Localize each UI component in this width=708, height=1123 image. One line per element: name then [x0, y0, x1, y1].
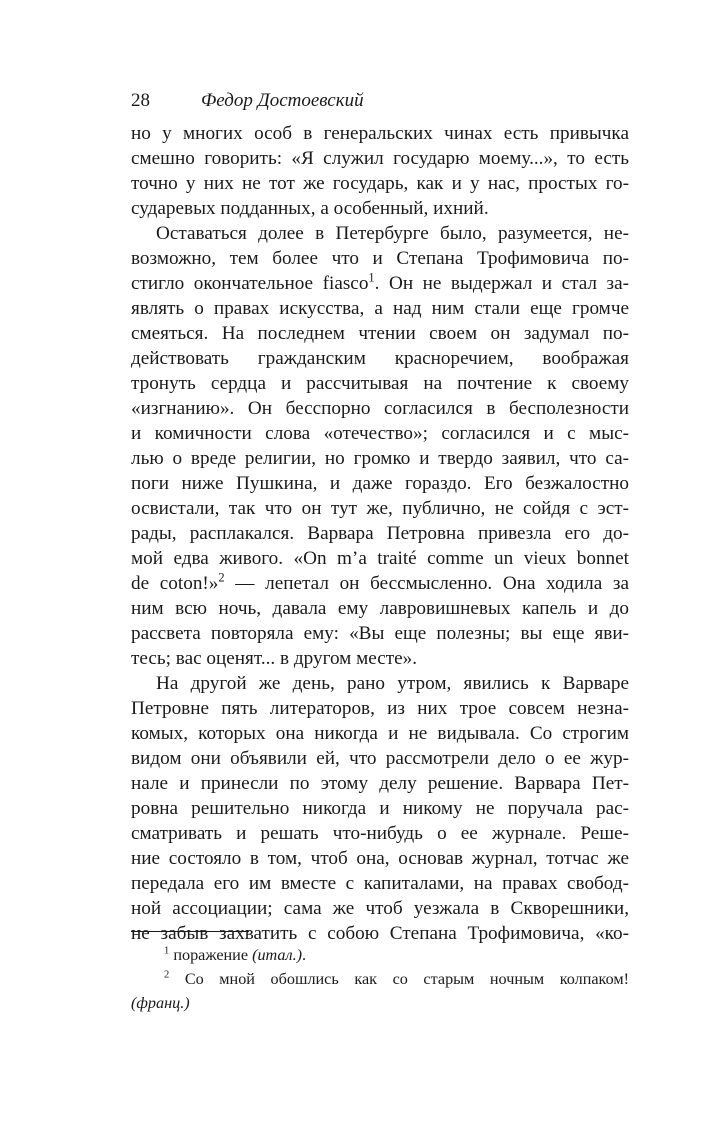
text-line — [131, 446, 629, 471]
text-line-content: лью о вреде религии, но громко и твердо заявил, что са- — [131, 448, 629, 469]
text-line — [131, 271, 629, 296]
text-line — [131, 846, 629, 871]
text-line-content: Оставаться долее в Петербурге было, разумеется, не- — [156, 223, 629, 244]
text-line-content: ной ассоциации; сама же чтоб уезжала в Скворешники, — [131, 898, 629, 919]
text-line — [131, 496, 629, 521]
text-line — [131, 396, 629, 421]
running-header — [131, 87, 651, 115]
footnote-1-after: . — [302, 946, 307, 964]
text-line — [131, 346, 629, 371]
text-line-content: освистали, так что он тут же, публично, не сойдя с эст- — [131, 498, 629, 519]
text-line — [131, 596, 629, 621]
text-line — [131, 196, 629, 221]
footnote-1-lang: (итал.) — [252, 946, 303, 964]
text-line-content: смешно говорить: «Я служил государю моему...», то есть — [131, 148, 629, 169]
text-line-content: тесь; вас оценят... в другом месте». — [131, 648, 418, 669]
text-line-content: сударевых подданных, а особенный, ихний. — [131, 198, 489, 219]
text-line-content: ним всю ночь, давала ему лавровишневых капель и до — [131, 598, 629, 619]
text-line — [131, 621, 629, 646]
text-line — [131, 471, 629, 496]
text-line — [131, 246, 629, 271]
footnote-divider — [131, 931, 249, 932]
text-line — [131, 371, 629, 396]
text-line — [131, 771, 629, 796]
text-line-content: поги ниже Пушкина, и даже гораздо. Его безжалостно — [131, 473, 629, 494]
text-line — [131, 421, 629, 446]
footnote-2-text: Со мной обошлись как со старым ночным колпаком! — [184, 970, 629, 988]
text-line-content: стигло окончательное fiasco — [131, 273, 369, 294]
text-line — [131, 146, 629, 171]
text-line-content: точно у них не тот же государь, как и у нас, простых го- — [131, 173, 629, 194]
text-line-content: являть о правах искусства, а над ним стали еще громче — [131, 298, 629, 319]
text-line — [131, 546, 629, 571]
running-title: Федор Достоевский — [201, 90, 364, 111]
text-line-content: «изгнанию». Он бесспорно согласился в бесполезности — [131, 398, 629, 419]
text-line-content: сматривать и решать что-нибудь о ее журнале. Реше- — [131, 823, 629, 844]
footnote-2 — [131, 967, 629, 991]
footnote-2-lang: (франц.) — [131, 994, 190, 1012]
text-line-content: Петровне пять литераторов, из них трое совсем незна- — [131, 698, 629, 719]
text-line — [131, 796, 629, 821]
text-line — [131, 696, 629, 721]
text-line-content: видом они объявили ей, что рассмотрели дело о ее жур- — [131, 748, 629, 769]
text-line — [131, 321, 629, 346]
text-line — [131, 296, 629, 321]
page-number: 28 — [131, 90, 150, 111]
text-line-content: ние состояло в том, чтоб она, основав журнал, тотчас же — [131, 848, 629, 869]
text-line — [131, 896, 629, 921]
footnotes — [131, 943, 629, 1015]
footnote-1-mark: 1 — [164, 945, 170, 957]
footnote-ref: 2 — [218, 570, 225, 585]
text-line-content: и комичности слова «отечество»; согласился и с мыс- — [131, 423, 629, 444]
footnote-ref: 1 — [368, 270, 375, 285]
main-text — [131, 121, 629, 946]
text-line — [131, 746, 629, 771]
footnote-1-text: поражение — [173, 946, 253, 964]
text-line-content: не забыв захватить с собою Степана Трофимовича, «ко- — [131, 923, 629, 944]
footnote-2-mark: 2 — [164, 969, 170, 981]
text-line — [131, 171, 629, 196]
text-line — [131, 221, 629, 246]
text-line-content: комых, которых она никогда и не видывала. Со строгим — [131, 723, 629, 744]
text-line-tail: — лепетал он бессмысленно. Она ходила за — [224, 573, 629, 594]
text-line-content: нале и принесли по этому делу решение. Варвара Пет- — [131, 773, 629, 794]
text-line-content: мой едва живого. «On m’a traité comme un vieux bonnet — [131, 548, 629, 569]
text-line-content: рассвета повторяла ему: «Вы еще полезны; вы еще яви- — [131, 623, 629, 644]
text-line-content: тронуть сердца и рассчитывая на почтение к своему — [131, 373, 629, 394]
text-line-content: смеяться. На последнем чтении своем он задумал по- — [131, 323, 629, 344]
text-line-content: но у многих особ в генеральских чинах есть привычка — [131, 123, 629, 144]
text-line-content: возможно, тем более что и Степана Трофимовича по- — [131, 248, 629, 269]
text-line-content: ровна решительно никогда и никому не поручала рас- — [131, 798, 629, 819]
text-line-content: рады, расплакался. Варвара Петровна привезла его до- — [131, 523, 629, 544]
text-line — [131, 721, 629, 746]
text-line — [131, 121, 629, 146]
text-line — [131, 521, 629, 546]
text-line — [131, 571, 629, 596]
text-line-content: На другой же день, рано утром, явились к Варваре — [156, 673, 629, 694]
text-line-content: передала его им вместе с капиталами, на правах свобод- — [131, 873, 629, 894]
text-line-content: de coton!» — [131, 573, 219, 594]
footnote-1 — [131, 943, 629, 967]
footnote-2-continued — [131, 991, 629, 1015]
text-line — [131, 671, 629, 696]
text-line — [131, 646, 629, 671]
text-line-content: действовать гражданским красноречием, воображая — [131, 348, 629, 369]
text-line-tail: . Он не выдержал и стал за- — [374, 273, 629, 294]
text-line — [131, 821, 629, 846]
text-line — [131, 871, 629, 896]
